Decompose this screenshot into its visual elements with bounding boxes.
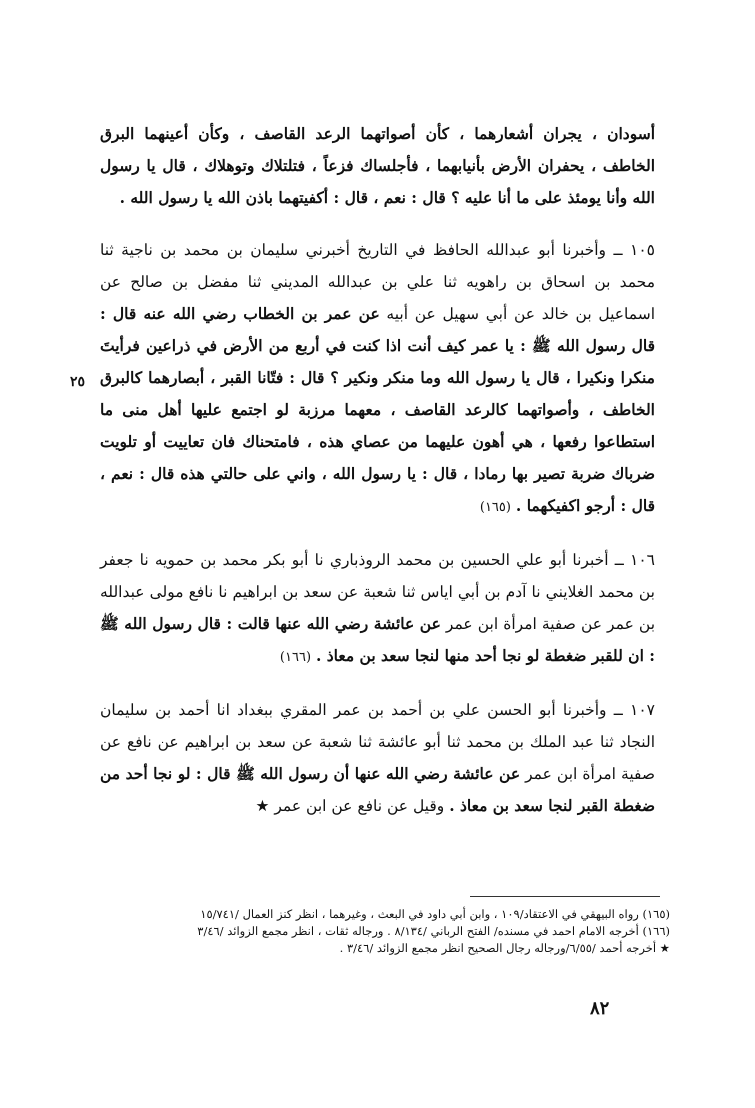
footnote: (١٦٥) رواه البيهقي في الاعتقاد/١٠٩ ، وابن أبي داود في البعث ، وغيرهما ، انظر كنز العمال /١٥/٧٤١ <box>200 907 670 921</box>
footnote: ★ أخرجه أحمد /٦/٥٥/ورجاله رجال الصحيح انظر مجمع الزوائد /٣/٤٦ . <box>339 941 670 955</box>
main-text <box>100 118 655 842</box>
narration-chain: وقيل عن نافع عن ابن عمر ★ <box>255 797 445 815</box>
footnote-ref: (١٦٥) <box>479 500 511 515</box>
paragraph <box>100 234 655 524</box>
page-number: ٨٢ <box>590 998 610 1019</box>
hadith-text: عن عائشة رضي الله عنها أن رسول الله ﷺ قال : لو نجا أحد من ضغطة القبر لنجا سعد بن معاذ . <box>100 764 655 815</box>
narration-chain: ١٠٥ ــ وأخبرنا أبو عبدالله الحافظ في التاريخ أخبرني سليمان بن محمد بن ناجية ثنا محمد بن اسحاق بن راهويه ثنا علي بن عبدالله المديني ثنا مفضل بن صالح عن اسماعيل بن خالد عن أبي سهيل عن أبيه <box>100 241 656 323</box>
hadith-text: أسودان ، يجران أشعارهما ، كأن أصواتهما الرعد القاصف ، وكأن أعينهما البرق الخاطف ، يحفران الأرض بأنيابهما ، فأجلساك فزعاً ، فتلتلاك وتوهلاك ، قال يا رسول الله وأنا يومئذ على ما أنا عليه ؟ قال : نعم ، قال : أكفيتهما باذن الله يا رسول الله . <box>100 124 655 207</box>
hadith-text: عن عائشة رضي الله عنها قالت : قال رسول الله ﷺ : ان للقبر ضغطة لو نجا أحد منها لنجا سعد بن معاذ . <box>100 614 655 665</box>
narration-chain: ١٠٧ ــ وأخبرنا أبو الحسن علي بن أحمد بن عمر المقري ببغداد انا أحمد بن سليمان النجاد ثنا عبد الملك بن محمد ثنا أبو عائشة ثنا شعبة عن سعد بن ابراهيم عن نافع عن صفية امرأة ابن عمر <box>100 701 655 783</box>
paragraph <box>100 544 655 674</box>
hadith-text: عن عمر بن الخطاب رضي الله عنه قال : قال رسول الله ﷺ : يا عمر كيف أنت اذا كنت في أربع من الأرض في ذراعين فرأيتَ منكرا ونكيرا ، قال يا رسول الله وما منكر ونكير ؟ قال : فتّانا القبر ، أبصارهما كالبرق الخاطف ، وأصواتهما كالرعد القاصف ، معهما مرزبة لو اجتمع عليها أهل منى ما استطاعوا رفعها ، هي أهون عليهما من عصاي هذه ، فامتحناك فان تعاييت أو تلويت ضرباك ضربة تصير بها رمادا ، قال : يا رسول الله ، واني على حالتي هذه قال : نعم ، قال : أرجو اكفيكهما . <box>100 304 655 515</box>
narration-chain: ١٠٦ ــ أخبرنا أبو علي الحسين بن محمد الروذباري نا أبو بكر محمد بن حمويه نا جعفر بن محمد الغلايني نا آدم بن أبي اياس ثنا شعبة عن سعد بن ابراهيم نا نافع مولى عبدالله بن عمر عن صفية امرأة ابن عمر <box>100 551 656 633</box>
footnote-ref: (١٦٦) <box>279 650 312 665</box>
margin-line-number: ٢٥ <box>70 374 86 390</box>
footnotes <box>100 906 670 957</box>
footnote: (١٦٦) أخرجه الامام احمد في مسنده/ الفتح الرباني /٨/١٣٤ . ورجاله ثقات ، انظر مجمع الزوائد /٣/٤٦ <box>197 924 670 938</box>
paragraph <box>100 118 655 214</box>
paragraph <box>100 694 655 822</box>
footnote-divider <box>470 896 660 897</box>
